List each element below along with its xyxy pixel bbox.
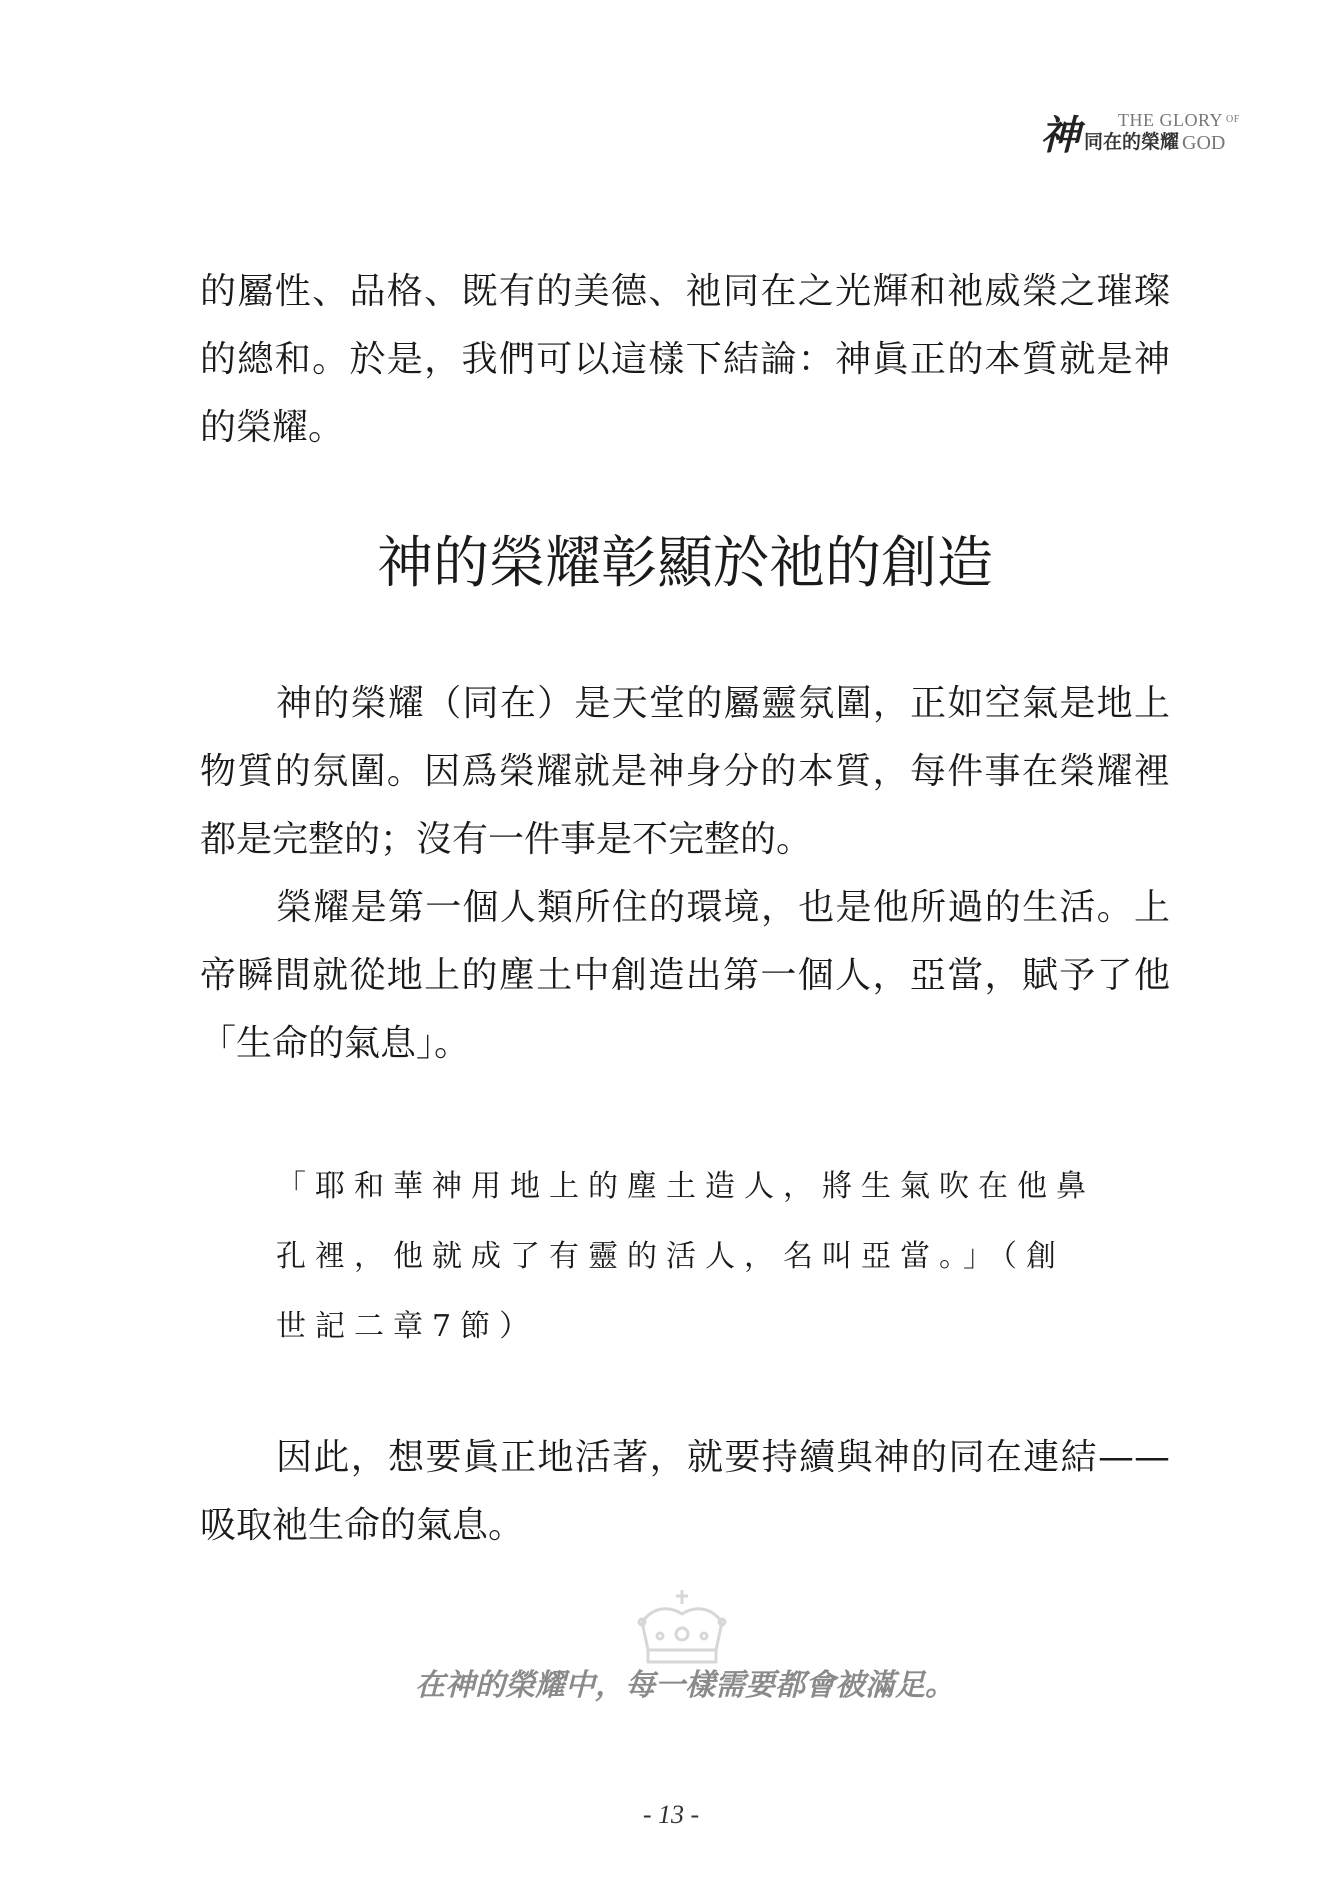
footer-motto: 在神的榮耀中，每一樣需要都會被滿足。 (415, 1668, 955, 1703)
header-title-en-top (1118, 110, 1240, 130)
header-title-en-of: OF (1226, 114, 1240, 125)
crown-icon (634, 1588, 730, 1672)
paragraph-4: 因此，想要眞正地活著，就要持續與神的同在連結——吸取祂生命的氣息。 (200, 1437, 1170, 1546)
paragraph-2: 神的榮耀（同在）是天堂的屬靈氛圍，正如空氣是地上物質的氛圍。因爲榮耀就是神身分的本質，每件事在榮耀裡都是完整的；沒有一件事是不完整的。 (200, 683, 1170, 860)
header-title-en-the-glory: THE GLORY (1118, 110, 1223, 130)
section-heading: 神的榮耀彰顯於祂的創造 (377, 531, 993, 596)
page-number: - 13 - (642, 1800, 700, 1829)
running-header (1040, 110, 1260, 160)
header-title-cn: 同在的榮耀 (1084, 131, 1180, 153)
paragraph-3: 榮耀是第一個人類所住的環境，也是他所過的生活。上帝瞬間就從地上的塵土中創造出第一個人，亞當，賦予了他「生命的氣息」。 (200, 887, 1170, 1064)
paragraph-1: 的屬性、品格、既有的美德、祂同在之光輝和祂威榮之璀璨的總和。於是，我們可以這樣下結論：神眞正的本質就是神的榮耀。 (200, 271, 1170, 448)
header-title-en-bottom: GOD (1182, 132, 1226, 154)
scripture-quote: 「耶和華神用地上的塵土造人，將生氣吹在他鼻孔裡，他就成了有靈的活人，名叫亞當。」（創世記二章7節） (276, 1169, 1095, 1344)
header-title-char: 神 (1040, 112, 1080, 159)
